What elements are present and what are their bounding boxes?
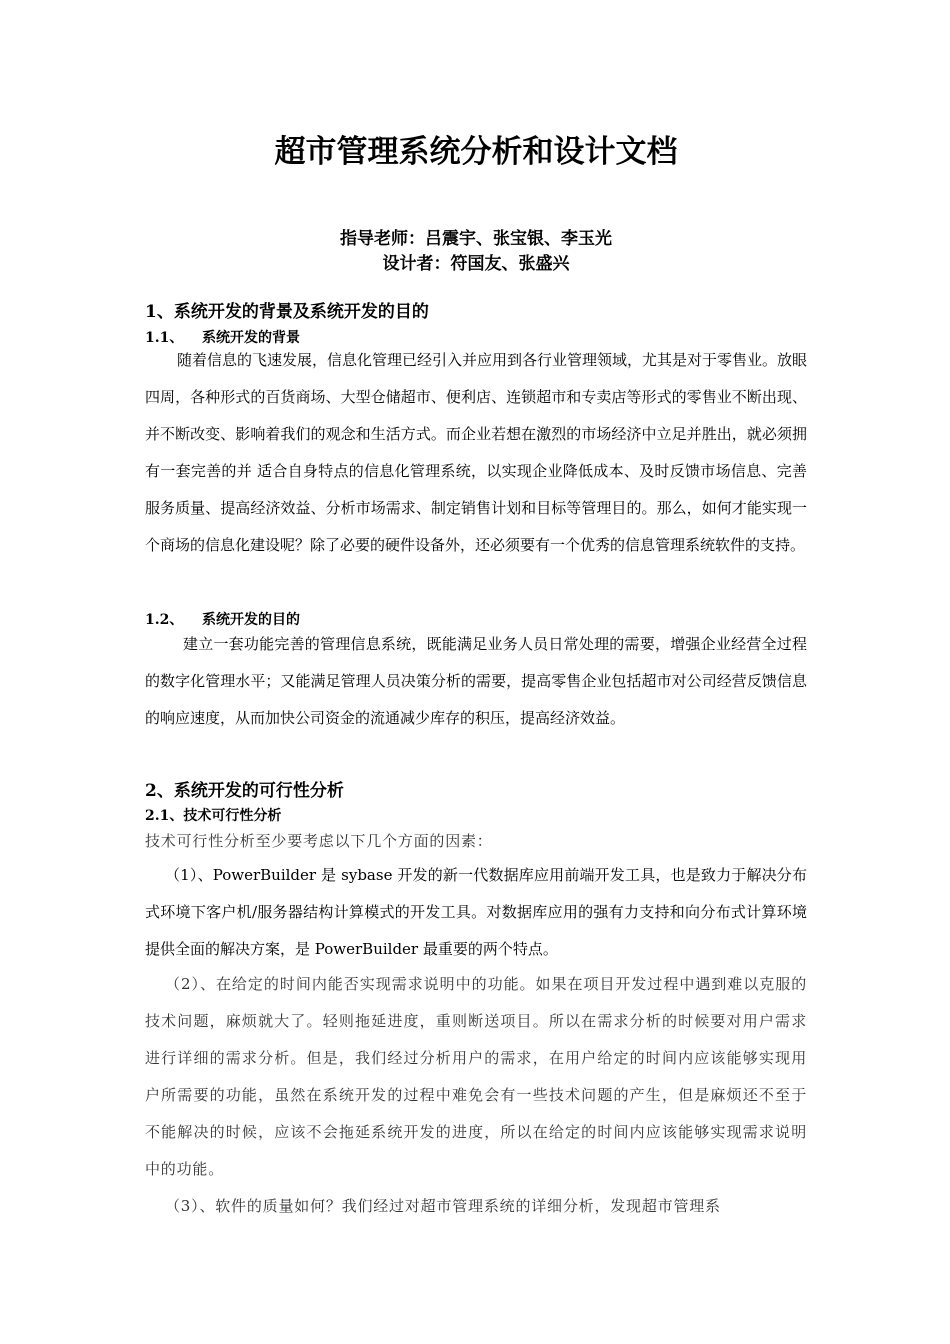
section-2-1-heading: 2.1、技术可行性分析 (145, 808, 282, 824)
section-1-heading: 1、系统开发的背景及系统开发的目的 (145, 302, 429, 322)
section-2-1-item-3: （3）、软件的质量如何？我们经过对超市管理系统的详细分析，发现超市管理系 (165, 1197, 721, 1215)
document-title: 超市管理系统分析和设计文档 (274, 134, 678, 170)
advisors-line: 指导老师：吕震宇、张宝银、李玉光 (340, 229, 612, 249)
section-1-2-number: 1.2、 (145, 612, 184, 628)
section-2-1-intro: 技术可行性分析至少要考虑以下几个方面的因素： (145, 832, 493, 850)
section-2-1-item-1: （1）、PowerBuilder 是 sybase 开发的新一代数据库应用前端开发工具，也是致力于解决分布式环境下客户机/服务器结构计算模式的开发工具。对数据库应用的强有力支持和向分布式计算环境提供全面的解决方案，是 PowerBuilder 最重要的两个特点。 (145, 866, 807, 958)
section-1-2-title: 系统开发的目的 (202, 612, 300, 628)
section-2-heading: 2、系统开发的可行性分析 (145, 781, 344, 801)
section-2-1-item-2: （2）、在给定的时间内能否实现需求说明中的功能。如果在项目开发过程中遇到难以克服的技术问题，麻烦就大了。轻则拖延进度，重则断送项目。所以在需求分析的时候要对用户需求进行详细的需求分析。但是，我们经过分析用户的需求，在用户给定的时间内应该能够实现用户所需要的功能，虽然在系统开发的过程中难免会有一些技术问题的产生，但是麻烦还不至于不能解决的时候，应该不会拖延系统开发的进度，所以在给定的时间内应该能够实现需求说明中的功能。 (145, 975, 807, 1178)
section-1-1-number: 1.1、 (145, 330, 184, 346)
section-1-2-body: 建立一套功能完善的管理信息系统，既能满足业务人员日常处理的需要，增强企业经营全过程的数字化管理水平；又能满足管理人员决策分析的需要，提高零售企业包括超市对公司经营反馈信息的响应速度，从而加快公司资金的流通减少库存的积压，提高经济效益。 (145, 635, 807, 727)
designers-line: 设计者：符国友、张盛兴 (382, 254, 570, 274)
section-1-1-body: 随着信息的飞速发展，信息化管理已经引入并应用到各行业管理领域，尤其是对于零售业。放眼四周，各种形式的百货商场、大型仓储超市、便利店、连锁超市和专卖店等形式的零售业不断出现、并不断改变、影响着我们的观念和生活方式。而企业若想在激烈的市场经济中立足并胜出，就必须拥有一套完善的并 适合自身特点的信息化管理系统，以实现企业降低成本、及时反馈市场信息、完善服务质量、提高经济效益、分析市场需求、制定销售计划和目标等管理目的。那么，如何才能实现一个商场的信息化建设呢？除了必要的硬件设备外，还必须要有一个优秀的信息管理系统软件的支持。 (145, 351, 808, 554)
section-1-1-title: 系统开发的背景 (202, 330, 300, 346)
